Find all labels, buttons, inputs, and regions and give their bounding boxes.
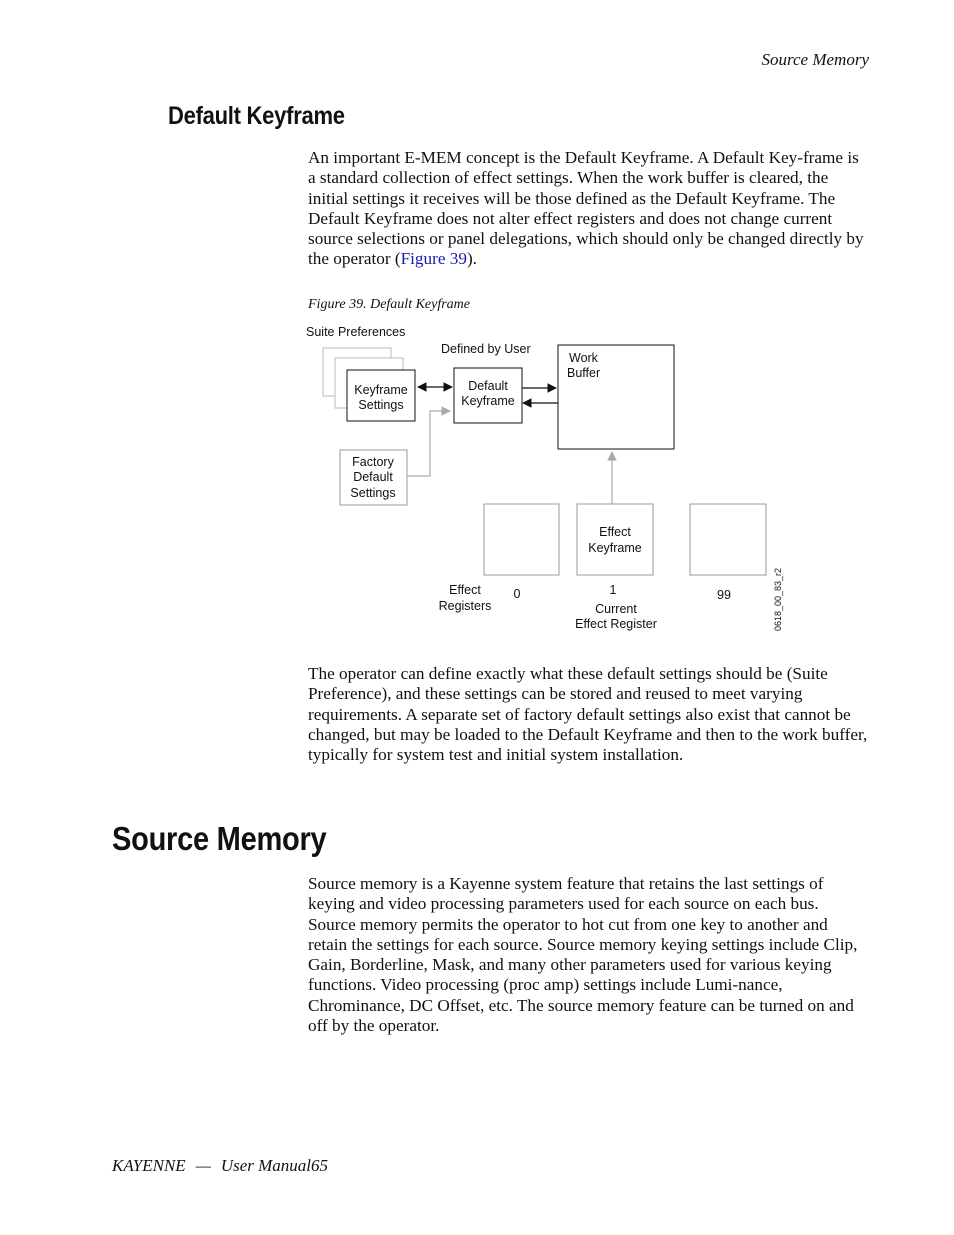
source-memory-paragraph: Source memory is a Kayenne system feature that retains the last settings of keying and video processing parameters used for each source on each bus. Source memory permits the operator to hot cut from one key to another and retain the settings for each source. Source memory keying settings include Clip, Gain, Borderline, Mask, and many other parameters used for various keying functions. Video processing (proc amp) settings include Lumi-nance, Chrominance, DC Offset, etc. The source memory feature can be turned on and off by the operator. — [308, 874, 858, 1036]
default-keyframe-label-1: Default — [468, 379, 508, 393]
figure-id-label: 0618_00_83_r2 — [773, 567, 783, 631]
current-register-label-1: Current — [595, 602, 637, 616]
effect-registers-label-1: Effect — [449, 583, 481, 597]
factory-label-3: Settings — [350, 486, 396, 500]
keyframe-settings-label-2: Settings — [358, 398, 404, 412]
effect-register-1-box — [577, 504, 653, 575]
work-buffer-label-1: Work — [569, 351, 598, 365]
effect-register-0-box — [484, 504, 559, 575]
suite-preferences-label: Suite Preferences — [306, 325, 406, 339]
default-keyframe-paragraph-2: The operator can define exactly what these default settings should be (Suite Preference), and these settings can be stored and reused to meet varying requirements. A separate set of factory default settings also exist that cannot be changed, but may be loaded to the Default Keyframe and then to the work buffer, typically for system test and initial system installation. — [308, 664, 868, 765]
effect-keyframe-label-2: Keyframe — [588, 541, 642, 555]
footer-page-number: 65 — [311, 1156, 329, 1175]
default-keyframe-label-2: Keyframe — [461, 394, 515, 408]
paragraph-text: An important E-MEM concept is the Default Keyframe. A Default Key-frame is a standard collection of effect settings. When the work buffer is cleared, the initial settings it receives will be those defined as the Default Keyframe. The Default Keyframe does not alter effect registers and does not change current source selections or panel delegations, which should only be changed directly by the operator ( — [308, 148, 864, 269]
section-heading-default-keyframe: Default Keyframe — [168, 102, 345, 130]
running-header: Source Memory — [761, 50, 869, 69]
figure-39-link[interactable]: Figure 39 — [400, 249, 467, 269]
default-keyframe-paragraph-1 — [308, 148, 870, 270]
effect-register-99-box — [690, 504, 766, 575]
effect-registers-label-2: Registers — [438, 599, 492, 613]
paragraph-end: ). — [466, 249, 477, 269]
page-footer — [112, 1156, 328, 1176]
work-buffer-label-2: Buffer — [567, 366, 601, 380]
keyframe-settings-label-1: Keyframe — [354, 383, 408, 397]
footer-dash: — — [195, 1156, 211, 1175]
default-keyframe-diagram — [300, 320, 800, 640]
footer-product: KAYENNE — [112, 1156, 186, 1175]
current-register-label-2: Effect Register — [575, 617, 657, 631]
factory-label-1: Factory — [352, 455, 394, 469]
defined-by-user-label: Defined by User — [441, 342, 531, 356]
figure-caption: Figure 39. Default Keyframe — [308, 297, 471, 312]
register-number-1: 1 — [609, 583, 617, 597]
effect-keyframe-label-1: Effect — [599, 525, 631, 539]
register-number-99: 99 — [717, 588, 731, 602]
footer-manual: User Manual — [220, 1156, 312, 1175]
section-heading-source-memory: Source Memory — [112, 820, 327, 857]
factory-label-2: Default — [353, 470, 393, 484]
register-number-0: 0 — [513, 587, 521, 601]
